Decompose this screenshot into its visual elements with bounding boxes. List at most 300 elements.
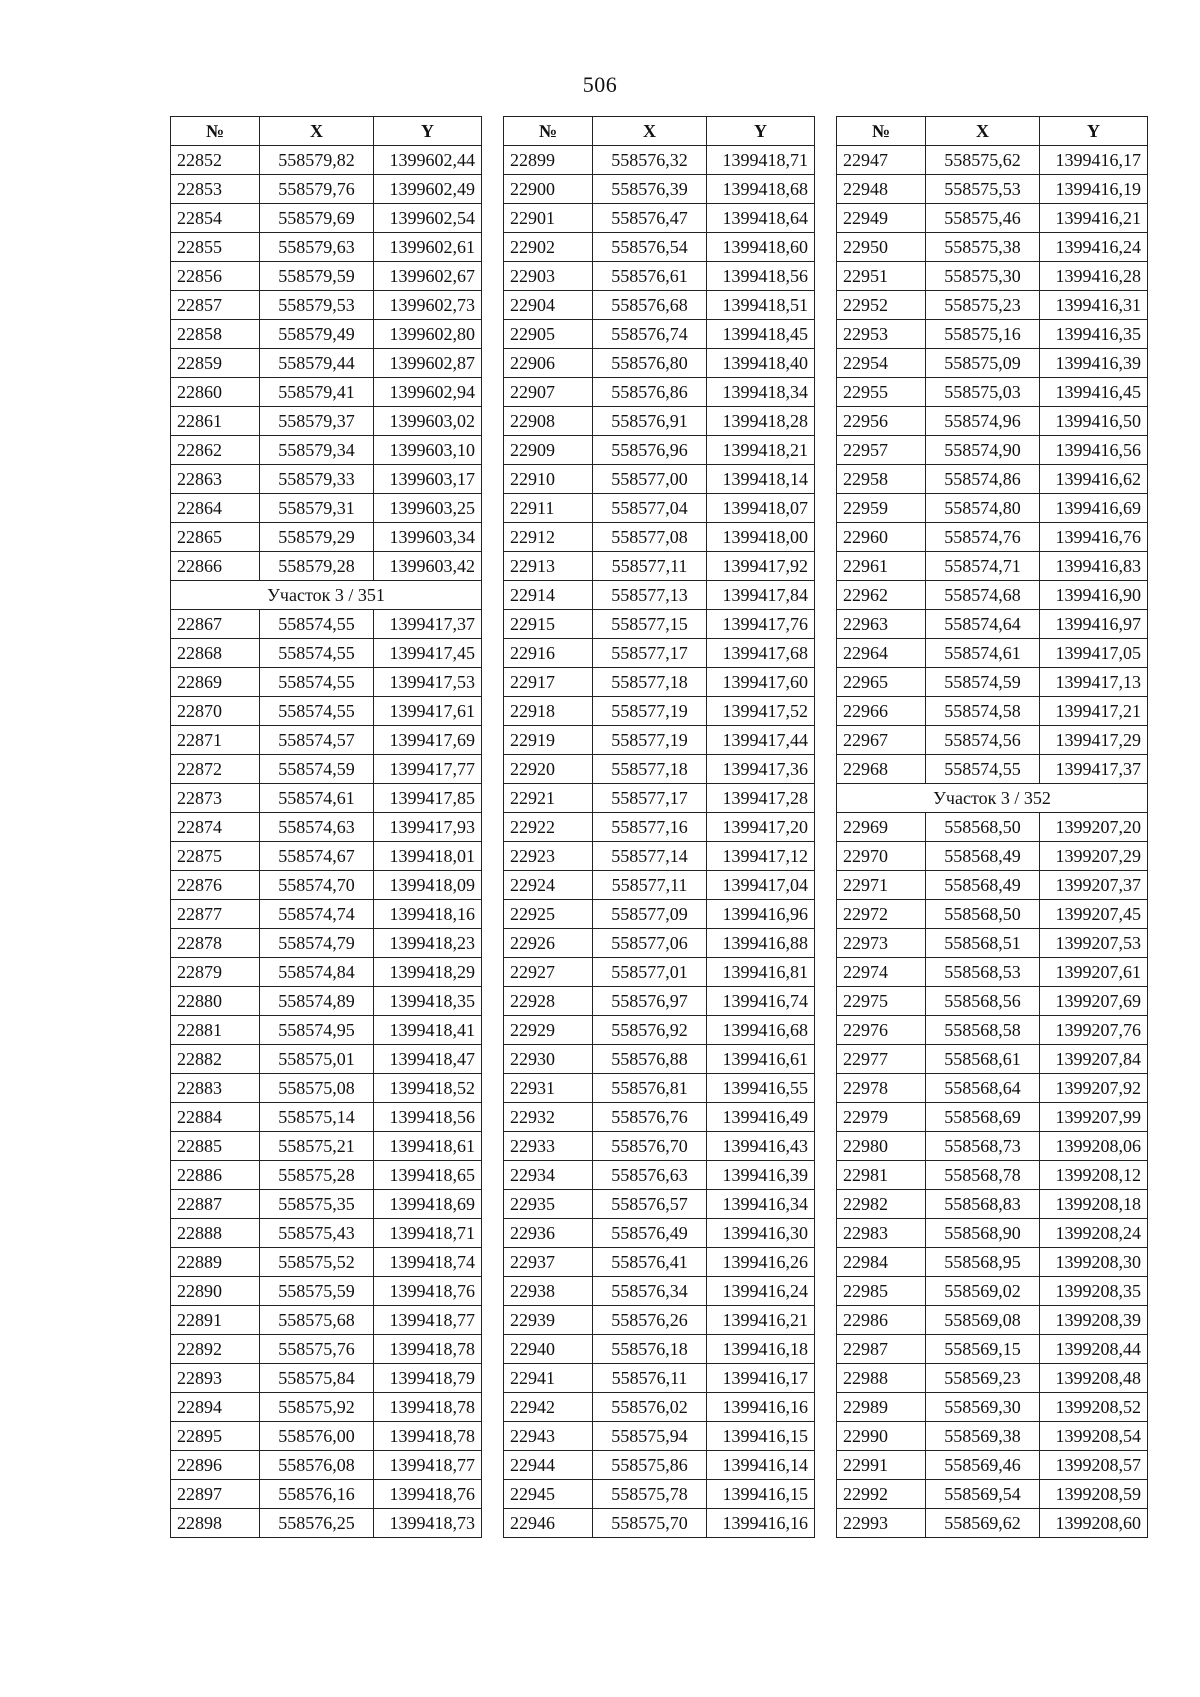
table-row — [504, 1016, 815, 1045]
y-coordinate-cell: 1399416,15 — [707, 1480, 815, 1509]
point-number-cell: 22916 — [504, 639, 593, 668]
y-coordinate-cell: 1399417,52 — [707, 697, 815, 726]
x-coordinate-cell: 558574,55 — [260, 610, 374, 639]
y-coordinate-cell: 1399416,16 — [707, 1393, 815, 1422]
table-row — [504, 1480, 815, 1509]
table-row — [171, 958, 482, 987]
point-number-cell: 22952 — [837, 291, 926, 320]
y-coordinate-cell: 1399416,50 — [1040, 407, 1148, 436]
table-header-row — [171, 117, 482, 146]
table-row — [504, 581, 815, 610]
table-row — [837, 320, 1148, 349]
point-number-cell: 22981 — [837, 1161, 926, 1190]
x-coordinate-cell: 558576,57 — [593, 1190, 707, 1219]
y-coordinate-cell: 1399418,45 — [707, 320, 815, 349]
table-row — [837, 726, 1148, 755]
x-coordinate-cell: 558575,76 — [260, 1335, 374, 1364]
point-number-cell: 22983 — [837, 1219, 926, 1248]
x-coordinate-cell: 558579,33 — [260, 465, 374, 494]
point-number-cell: 22969 — [837, 813, 926, 842]
x-coordinate-cell: 558577,04 — [593, 494, 707, 523]
x-coordinate-cell: 558576,76 — [593, 1103, 707, 1132]
point-number-cell: 22872 — [171, 755, 260, 784]
table-row — [837, 262, 1148, 291]
y-coordinate-cell: 1399207,69 — [1040, 987, 1148, 1016]
table-row — [837, 813, 1148, 842]
point-number-cell: 22974 — [837, 958, 926, 987]
point-number-cell: 22946 — [504, 1509, 593, 1538]
y-coordinate-cell: 1399602,80 — [374, 320, 482, 349]
table-row — [837, 1074, 1148, 1103]
table-row — [504, 1074, 815, 1103]
x-coordinate-cell: 558576,68 — [593, 291, 707, 320]
table-row — [171, 1422, 482, 1451]
point-number-cell: 22943 — [504, 1422, 593, 1451]
y-coordinate-cell: 1399416,31 — [1040, 291, 1148, 320]
point-number-cell: 22930 — [504, 1045, 593, 1074]
x-coordinate-cell: 558568,50 — [926, 900, 1040, 929]
x-coordinate-cell: 558577,00 — [593, 465, 707, 494]
y-coordinate-cell: 1399418,77 — [374, 1306, 482, 1335]
point-number-cell: 22883 — [171, 1074, 260, 1103]
table-row — [171, 1306, 482, 1335]
y-coordinate-cell: 1399418,74 — [374, 1248, 482, 1277]
x-coordinate-cell: 558576,11 — [593, 1364, 707, 1393]
y-coordinate-cell: 1399602,61 — [374, 233, 482, 262]
point-number-cell: 22975 — [837, 987, 926, 1016]
point-number-cell: 22961 — [837, 552, 926, 581]
point-number-cell: 22901 — [504, 204, 593, 233]
x-coordinate-cell: 558579,37 — [260, 407, 374, 436]
x-coordinate-cell: 558568,51 — [926, 929, 1040, 958]
table-row — [837, 1161, 1148, 1190]
point-number-cell: 22923 — [504, 842, 593, 871]
point-number-cell: 22854 — [171, 204, 260, 233]
x-coordinate-cell: 558574,71 — [926, 552, 1040, 581]
point-number-cell: 22885 — [171, 1132, 260, 1161]
table-row — [171, 1364, 482, 1393]
table-row — [837, 610, 1148, 639]
y-coordinate-cell: 1399602,54 — [374, 204, 482, 233]
table-row — [504, 233, 815, 262]
y-coordinate-cell: 1399208,54 — [1040, 1422, 1148, 1451]
y-coordinate-cell: 1399418,41 — [374, 1016, 482, 1045]
point-number-cell: 22887 — [171, 1190, 260, 1219]
table-row — [837, 494, 1148, 523]
y-coordinate-cell: 1399416,24 — [707, 1277, 815, 1306]
y-coordinate-cell: 1399603,25 — [374, 494, 482, 523]
table-row — [837, 1364, 1148, 1393]
y-coordinate-cell: 1399207,92 — [1040, 1074, 1148, 1103]
point-number-cell: 22874 — [171, 813, 260, 842]
point-number-cell: 22980 — [837, 1132, 926, 1161]
table-row — [171, 1219, 482, 1248]
x-coordinate-cell: 558579,82 — [260, 146, 374, 175]
point-number-cell: 22886 — [171, 1161, 260, 1190]
y-coordinate-cell: 1399418,35 — [374, 987, 482, 1016]
x-coordinate-cell: 558574,96 — [926, 407, 1040, 436]
y-coordinate-cell: 1399602,94 — [374, 378, 482, 407]
point-number-cell: 22881 — [171, 1016, 260, 1045]
table-row — [504, 929, 815, 958]
y-coordinate-cell: 1399207,53 — [1040, 929, 1148, 958]
point-number-cell: 22859 — [171, 349, 260, 378]
table-row — [171, 291, 482, 320]
table-row — [171, 1074, 482, 1103]
header-y: Y — [1040, 117, 1148, 146]
x-coordinate-cell: 558575,52 — [260, 1248, 374, 1277]
x-coordinate-cell: 558575,70 — [593, 1509, 707, 1538]
table-row — [504, 1335, 815, 1364]
y-coordinate-cell: 1399416,35 — [1040, 320, 1148, 349]
point-number-cell: 22964 — [837, 639, 926, 668]
x-coordinate-cell: 558575,78 — [593, 1480, 707, 1509]
table-row — [504, 204, 815, 233]
y-coordinate-cell: 1399602,87 — [374, 349, 482, 378]
point-number-cell: 22988 — [837, 1364, 926, 1393]
table-row — [837, 407, 1148, 436]
x-coordinate-cell: 558576,18 — [593, 1335, 707, 1364]
table-row — [837, 958, 1148, 987]
y-coordinate-cell: 1399418,71 — [707, 146, 815, 175]
point-number-cell: 22984 — [837, 1248, 926, 1277]
y-coordinate-cell: 1399416,26 — [707, 1248, 815, 1277]
x-coordinate-cell: 558576,32 — [593, 146, 707, 175]
y-coordinate-cell: 1399418,78 — [374, 1335, 482, 1364]
point-number-cell: 22875 — [171, 842, 260, 871]
y-coordinate-cell: 1399416,14 — [707, 1451, 815, 1480]
table-row — [837, 697, 1148, 726]
y-coordinate-cell: 1399416,15 — [707, 1422, 815, 1451]
section-row — [171, 581, 482, 610]
x-coordinate-cell: 558569,38 — [926, 1422, 1040, 1451]
y-coordinate-cell: 1399602,73 — [374, 291, 482, 320]
y-coordinate-cell: 1399418,76 — [374, 1480, 482, 1509]
y-coordinate-cell: 1399417,36 — [707, 755, 815, 784]
x-coordinate-cell: 558576,61 — [593, 262, 707, 291]
point-number-cell: 22889 — [171, 1248, 260, 1277]
point-number-cell: 22868 — [171, 639, 260, 668]
x-coordinate-cell: 558576,39 — [593, 175, 707, 204]
y-coordinate-cell: 1399416,49 — [707, 1103, 815, 1132]
table-row — [171, 523, 482, 552]
table-row — [504, 668, 815, 697]
table-row — [837, 233, 1148, 262]
y-coordinate-cell: 1399418,28 — [707, 407, 815, 436]
y-coordinate-cell: 1399208,39 — [1040, 1306, 1148, 1335]
x-coordinate-cell: 558577,09 — [593, 900, 707, 929]
x-coordinate-cell: 558574,79 — [260, 929, 374, 958]
table-row — [171, 378, 482, 407]
x-coordinate-cell: 558575,94 — [593, 1422, 707, 1451]
table-row — [171, 1161, 482, 1190]
y-coordinate-cell: 1399416,83 — [1040, 552, 1148, 581]
x-coordinate-cell: 558577,11 — [593, 552, 707, 581]
y-coordinate-cell: 1399603,02 — [374, 407, 482, 436]
point-number-cell: 22936 — [504, 1219, 593, 1248]
x-coordinate-cell: 558568,78 — [926, 1161, 1040, 1190]
table-row — [837, 1132, 1148, 1161]
table-row — [504, 958, 815, 987]
x-coordinate-cell: 558577,17 — [593, 639, 707, 668]
point-number-cell: 22897 — [171, 1480, 260, 1509]
point-number-cell: 22903 — [504, 262, 593, 291]
table-row — [171, 726, 482, 755]
table-row — [171, 610, 482, 639]
table-row — [504, 407, 815, 436]
point-number-cell: 22895 — [171, 1422, 260, 1451]
y-coordinate-cell: 1399208,35 — [1040, 1277, 1148, 1306]
x-coordinate-cell: 558577,08 — [593, 523, 707, 552]
point-number-cell: 22855 — [171, 233, 260, 262]
table-row — [171, 755, 482, 784]
y-coordinate-cell: 1399417,60 — [707, 668, 815, 697]
table-row — [837, 987, 1148, 1016]
x-coordinate-cell: 558569,54 — [926, 1480, 1040, 1509]
point-number-cell: 22953 — [837, 320, 926, 349]
point-number-cell: 22918 — [504, 697, 593, 726]
table-row — [837, 1190, 1148, 1219]
point-number-cell: 22899 — [504, 146, 593, 175]
y-coordinate-cell: 1399207,84 — [1040, 1045, 1148, 1074]
point-number-cell: 22991 — [837, 1451, 926, 1480]
point-number-cell: 22910 — [504, 465, 593, 494]
y-coordinate-cell: 1399417,93 — [374, 813, 482, 842]
point-number-cell: 22896 — [171, 1451, 260, 1480]
x-coordinate-cell: 558576,81 — [593, 1074, 707, 1103]
y-coordinate-cell: 1399417,92 — [707, 552, 815, 581]
table-row — [837, 929, 1148, 958]
x-coordinate-cell: 558579,76 — [260, 175, 374, 204]
table-row — [837, 639, 1148, 668]
header-y: Y — [707, 117, 815, 146]
table-row — [171, 1393, 482, 1422]
x-coordinate-cell: 558579,29 — [260, 523, 374, 552]
y-coordinate-cell: 1399417,20 — [707, 813, 815, 842]
point-number-cell: 22879 — [171, 958, 260, 987]
x-coordinate-cell: 558579,28 — [260, 552, 374, 581]
point-number-cell: 22972 — [837, 900, 926, 929]
y-coordinate-cell: 1399602,67 — [374, 262, 482, 291]
page-number: 506 — [582, 72, 618, 97]
y-coordinate-cell: 1399416,97 — [1040, 610, 1148, 639]
point-number-cell: 22931 — [504, 1074, 593, 1103]
x-coordinate-cell: 558574,59 — [260, 755, 374, 784]
table-row — [171, 436, 482, 465]
y-coordinate-cell: 1399416,62 — [1040, 465, 1148, 494]
y-coordinate-cell: 1399207,37 — [1040, 871, 1148, 900]
x-coordinate-cell: 558577,16 — [593, 813, 707, 842]
table-row — [504, 784, 815, 813]
point-number-cell: 22864 — [171, 494, 260, 523]
y-coordinate-cell: 1399418,73 — [374, 1509, 482, 1538]
x-coordinate-cell: 558575,21 — [260, 1132, 374, 1161]
point-number-cell: 22877 — [171, 900, 260, 929]
x-coordinate-cell: 558575,01 — [260, 1045, 374, 1074]
point-number-cell: 22909 — [504, 436, 593, 465]
table-row — [837, 581, 1148, 610]
point-number-cell: 22902 — [504, 233, 593, 262]
x-coordinate-cell: 558568,73 — [926, 1132, 1040, 1161]
header-number: № — [504, 117, 593, 146]
x-coordinate-cell: 558575,35 — [260, 1190, 374, 1219]
x-coordinate-cell: 558579,41 — [260, 378, 374, 407]
x-coordinate-cell: 558574,90 — [926, 436, 1040, 465]
y-coordinate-cell: 1399208,57 — [1040, 1451, 1148, 1480]
y-coordinate-cell: 1399417,29 — [1040, 726, 1148, 755]
table-row — [837, 146, 1148, 175]
point-number-cell: 22858 — [171, 320, 260, 349]
table-row — [171, 1277, 482, 1306]
table-row — [837, 291, 1148, 320]
y-coordinate-cell: 1399417,84 — [707, 581, 815, 610]
point-number-cell: 22977 — [837, 1045, 926, 1074]
point-number-cell: 22957 — [837, 436, 926, 465]
table-row — [171, 842, 482, 871]
y-coordinate-cell: 1399417,37 — [1040, 755, 1148, 784]
x-coordinate-cell: 558568,53 — [926, 958, 1040, 987]
table-row — [504, 262, 815, 291]
y-coordinate-cell: 1399418,79 — [374, 1364, 482, 1393]
x-coordinate-cell: 558575,30 — [926, 262, 1040, 291]
point-number-cell: 22884 — [171, 1103, 260, 1132]
table-row — [837, 1277, 1148, 1306]
x-coordinate-cell: 558577,01 — [593, 958, 707, 987]
table-row — [837, 349, 1148, 378]
table-row — [171, 1248, 482, 1277]
y-coordinate-cell: 1399417,69 — [374, 726, 482, 755]
table-row — [837, 465, 1148, 494]
table-row — [171, 987, 482, 1016]
x-coordinate-cell: 558574,63 — [260, 813, 374, 842]
table-row — [504, 349, 815, 378]
point-number-cell: 22915 — [504, 610, 593, 639]
point-number-cell: 22949 — [837, 204, 926, 233]
x-coordinate-cell: 558574,74 — [260, 900, 374, 929]
header-x: X — [593, 117, 707, 146]
x-coordinate-cell: 558576,86 — [593, 378, 707, 407]
table-row — [837, 1219, 1148, 1248]
table-row — [837, 1422, 1148, 1451]
point-number-cell: 22856 — [171, 262, 260, 291]
y-coordinate-cell: 1399603,10 — [374, 436, 482, 465]
x-coordinate-cell: 558574,55 — [926, 755, 1040, 784]
x-coordinate-cell: 558574,95 — [260, 1016, 374, 1045]
x-coordinate-cell: 558577,11 — [593, 871, 707, 900]
section-row — [837, 784, 1148, 813]
point-number-cell: 22911 — [504, 494, 593, 523]
y-coordinate-cell: 1399208,44 — [1040, 1335, 1148, 1364]
point-number-cell: 22990 — [837, 1422, 926, 1451]
point-number-cell: 22940 — [504, 1335, 593, 1364]
y-coordinate-cell: 1399207,99 — [1040, 1103, 1148, 1132]
y-coordinate-cell: 1399418,78 — [374, 1393, 482, 1422]
x-coordinate-cell: 558569,30 — [926, 1393, 1040, 1422]
y-coordinate-cell: 1399418,51 — [707, 291, 815, 320]
x-coordinate-cell: 558576,25 — [260, 1509, 374, 1538]
table-row — [171, 494, 482, 523]
table-row — [504, 1248, 815, 1277]
table-row — [171, 146, 482, 175]
x-coordinate-cell: 558575,59 — [260, 1277, 374, 1306]
y-coordinate-cell: 1399418,52 — [374, 1074, 482, 1103]
x-coordinate-cell: 558576,92 — [593, 1016, 707, 1045]
point-number-cell: 22924 — [504, 871, 593, 900]
x-coordinate-cell: 558575,08 — [260, 1074, 374, 1103]
point-number-cell: 22937 — [504, 1248, 593, 1277]
table-row — [171, 668, 482, 697]
table-row — [504, 842, 815, 871]
x-coordinate-cell: 558577,14 — [593, 842, 707, 871]
table-row — [504, 1451, 815, 1480]
y-coordinate-cell: 1399417,04 — [707, 871, 815, 900]
y-coordinate-cell: 1399417,37 — [374, 610, 482, 639]
y-coordinate-cell: 1399416,18 — [707, 1335, 815, 1364]
table-row — [504, 755, 815, 784]
table-row — [171, 1509, 482, 1538]
y-coordinate-cell: 1399418,47 — [374, 1045, 482, 1074]
table-row — [837, 1103, 1148, 1132]
y-coordinate-cell: 1399416,74 — [707, 987, 815, 1016]
point-number-cell: 22904 — [504, 291, 593, 320]
table-row — [171, 1103, 482, 1132]
y-coordinate-cell: 1399417,21 — [1040, 697, 1148, 726]
x-coordinate-cell: 558574,89 — [260, 987, 374, 1016]
point-number-cell: 22978 — [837, 1074, 926, 1103]
point-number-cell: 22933 — [504, 1132, 593, 1161]
point-number-cell: 22979 — [837, 1103, 926, 1132]
table-row — [171, 1335, 482, 1364]
point-number-cell: 22860 — [171, 378, 260, 407]
y-coordinate-cell: 1399603,17 — [374, 465, 482, 494]
y-coordinate-cell: 1399418,23 — [374, 929, 482, 958]
x-coordinate-cell: 558568,83 — [926, 1190, 1040, 1219]
table-row — [504, 697, 815, 726]
y-coordinate-cell: 1399207,76 — [1040, 1016, 1148, 1045]
x-coordinate-cell: 558575,46 — [926, 204, 1040, 233]
point-number-cell: 22934 — [504, 1161, 593, 1190]
x-coordinate-cell: 558577,18 — [593, 755, 707, 784]
y-coordinate-cell: 1399603,42 — [374, 552, 482, 581]
y-coordinate-cell: 1399418,65 — [374, 1161, 482, 1190]
header-x: X — [926, 117, 1040, 146]
table-row — [837, 1480, 1148, 1509]
table-row — [837, 1045, 1148, 1074]
x-coordinate-cell: 558579,44 — [260, 349, 374, 378]
x-coordinate-cell: 558574,55 — [260, 668, 374, 697]
x-coordinate-cell: 558574,67 — [260, 842, 374, 871]
point-number-cell: 22947 — [837, 146, 926, 175]
point-number-cell: 22871 — [171, 726, 260, 755]
x-coordinate-cell: 558575,92 — [260, 1393, 374, 1422]
x-coordinate-cell: 558579,34 — [260, 436, 374, 465]
x-coordinate-cell: 558576,08 — [260, 1451, 374, 1480]
table-row — [837, 1509, 1148, 1538]
table-row — [171, 1016, 482, 1045]
x-coordinate-cell: 558574,55 — [260, 697, 374, 726]
y-coordinate-cell: 1399416,43 — [707, 1132, 815, 1161]
point-number-cell: 22966 — [837, 697, 926, 726]
y-coordinate-cell: 1399418,69 — [374, 1190, 482, 1219]
x-coordinate-cell: 558576,54 — [593, 233, 707, 262]
y-coordinate-cell: 1399208,60 — [1040, 1509, 1148, 1538]
table-row — [504, 1422, 815, 1451]
x-coordinate-cell: 558576,41 — [593, 1248, 707, 1277]
y-coordinate-cell: 1399416,34 — [707, 1190, 815, 1219]
table-row — [171, 929, 482, 958]
point-number-cell: 22906 — [504, 349, 593, 378]
y-coordinate-cell: 1399416,76 — [1040, 523, 1148, 552]
